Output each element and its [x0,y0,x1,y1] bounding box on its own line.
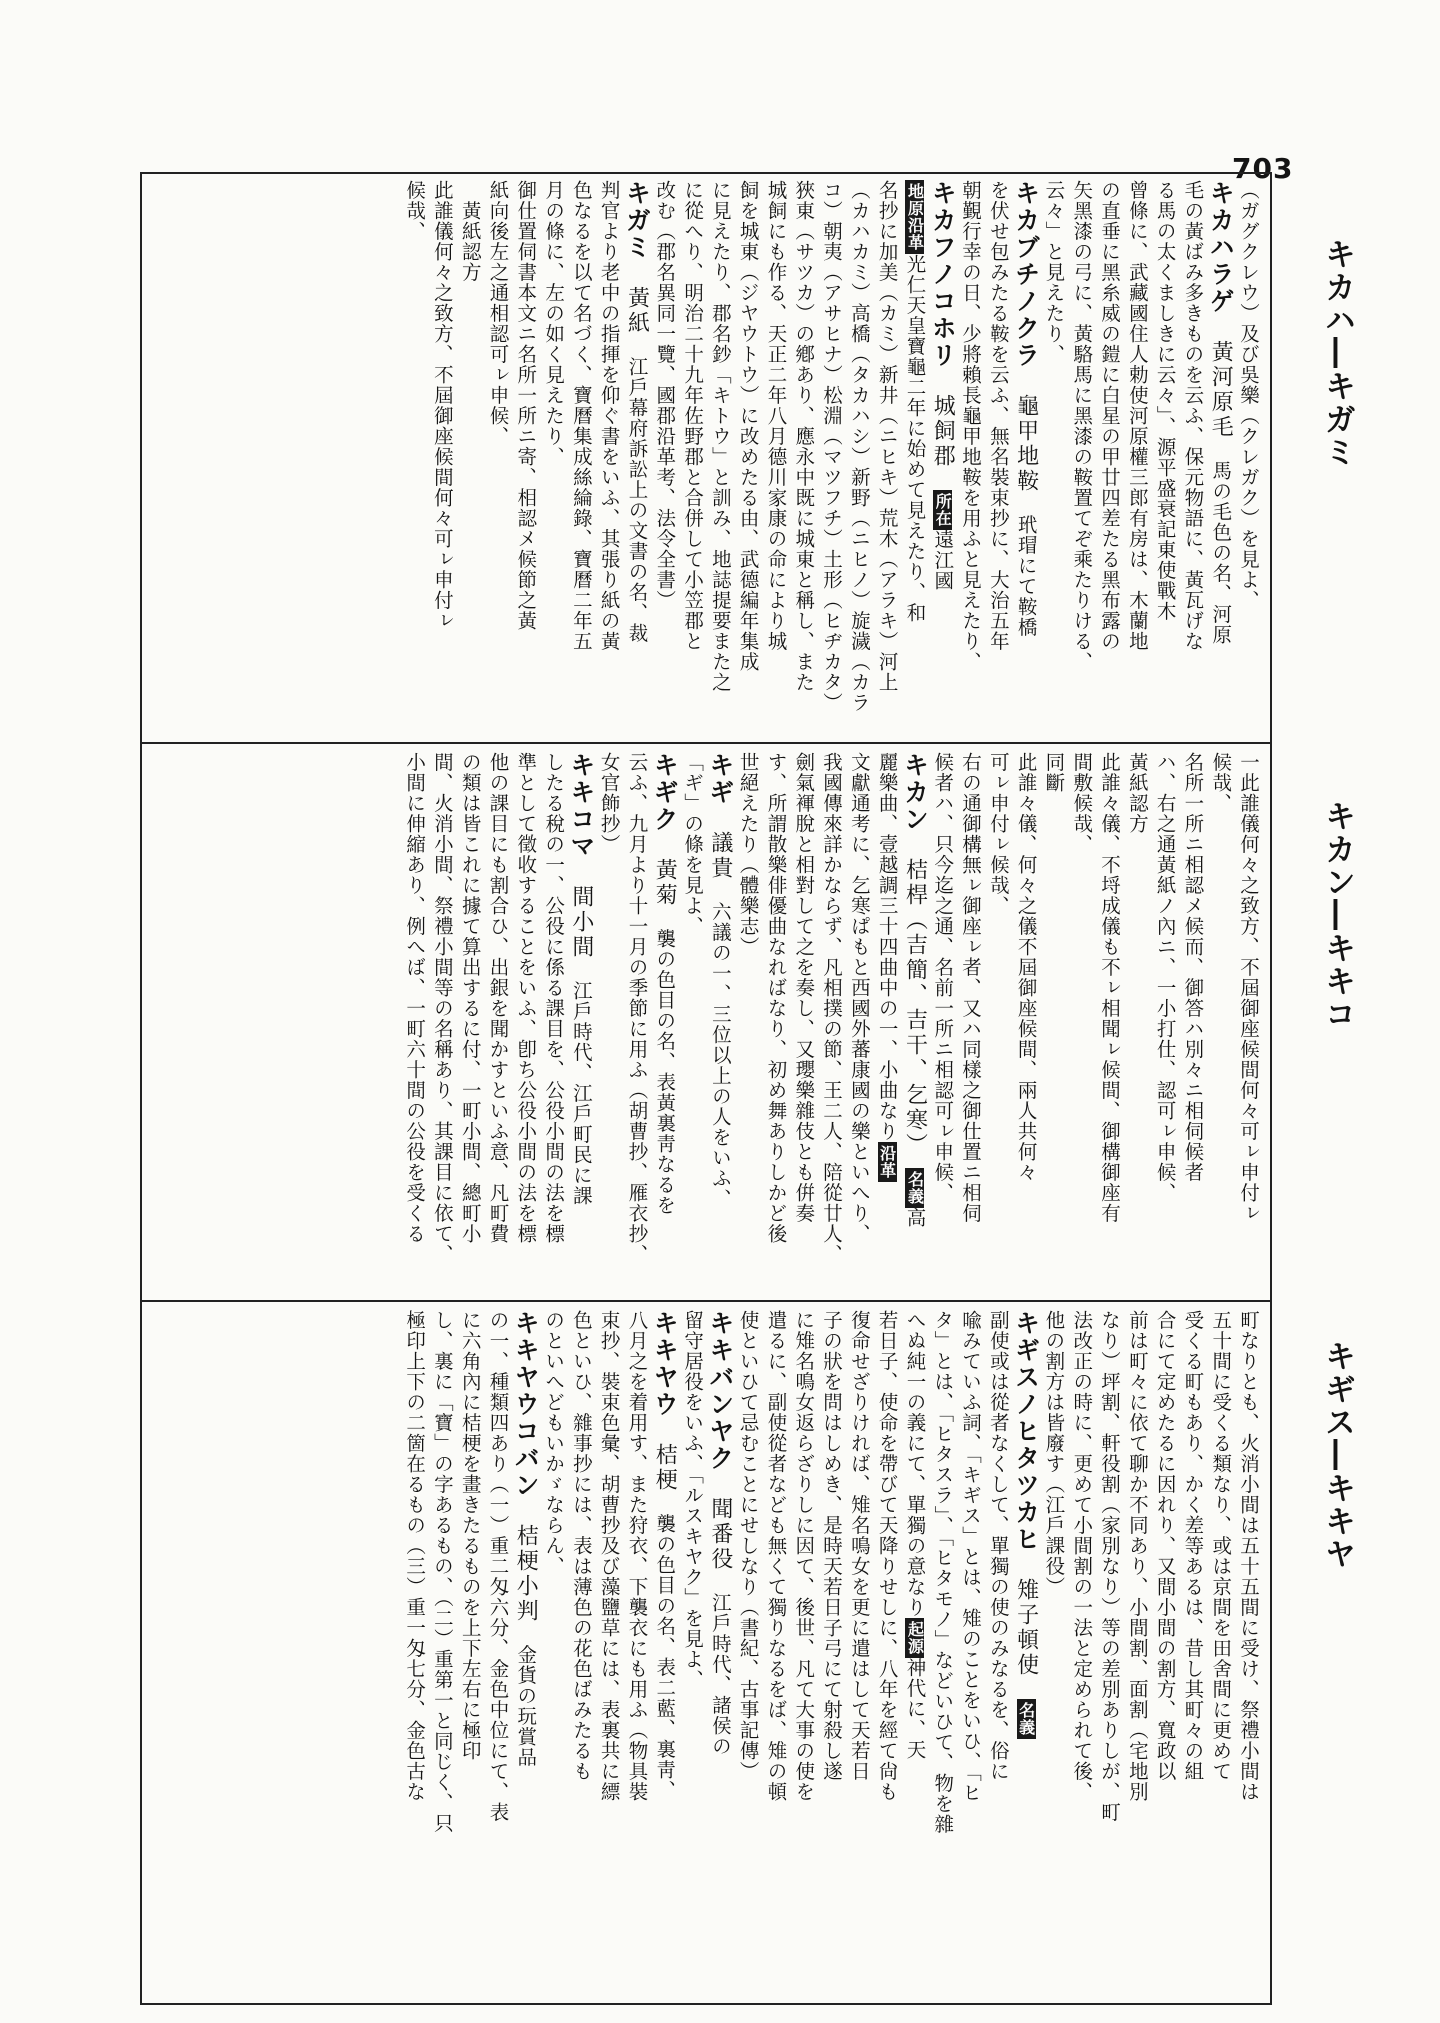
body-text: 名所一所ニ相認メ候而、御答ハ別々ニ相伺候者 [1181,752,1205,1183]
body-text: 他の課目にも割合ひ、出銀を聞かすといふ意、凡町費 [486,752,510,1244]
text-column [400,1310,428,1998]
text-column [1040,180,1068,736]
text-column [1206,180,1234,736]
text-column [623,180,651,736]
section-tag: 起源 [905,1618,924,1658]
text-column [762,752,790,1294]
entry-kanji: 黃紙 [624,261,650,336]
text-column [511,180,539,736]
body-text: る馬の太くましきに云々」、源平盛衰記東使戰木 [1153,180,1177,622]
body-text: 高 [903,1207,927,1228]
body-text: 間、火消小間、祭禮小間等の名稱あり、其課目に依て、 [430,752,454,1265]
entry-heading: キカフノコホリ [928,180,958,369]
text-column [734,752,762,1294]
entry-heading: キキヤウコバン [511,1310,541,1499]
body-text: 使といひて忌むことにせしなり（書紀、古事記傳） [736,1310,760,1782]
text-column [539,1310,567,1998]
text-column [789,1310,817,1998]
text-column [817,1310,845,1998]
body-text: 光仁天皇寶龜二年に始めて見えたり、和 [903,254,927,623]
body-text [1015,1678,1038,1699]
text-column [1179,752,1207,1294]
body-text: 他の割方は皆廢す（江戶課役） [1042,1310,1066,1597]
text-column [623,1310,651,1998]
body-text: の一、種類四あり（一）重二匁六分、金色中位にて、表 [486,1310,510,1823]
body-text: 此誰々儀、何々之儀不屆御座候間、兩人共何々 [1014,752,1038,1183]
entry-kanji: 黃菊 [652,833,678,908]
text-column [956,752,984,1294]
entry-heading: キガミ [622,180,652,261]
body-text: 名抄に加美（カミ）新井（ニヒキ）荒木（アラキ）河上 [875,180,899,693]
body-text: 金貨の玩賞品 [514,1624,538,1768]
body-text: 同斷 [1042,752,1066,793]
body-text: （カハカミ）高橋（タカハシ）新野（ニヒノ）旋濊（カラ [847,180,871,713]
text-column [511,1310,539,1998]
body-text: タ」とは、「ヒタスラ」、「ヒタモノ」などいひて、物を雜 [931,1310,955,1835]
body-text: 馬の毛色の名、河原 [1209,440,1233,645]
text-column [873,1310,901,1998]
text-column [1234,752,1262,1294]
body-text: 判官より老中の指揮を仰ぐ書をいふ、其張り紙の黃 [597,180,621,652]
text-column [1123,1310,1151,1998]
body-text: 狹東（サツカ）の鄕あり、應永中既に城東と稱し、また [792,180,816,693]
text-column [762,1310,790,1998]
text-column [1234,1310,1262,1998]
text-column [1067,1310,1095,1998]
body-text: 小間に伸縮あり、例へば、一町六十間の公役を受くる [403,752,427,1244]
text-column [456,180,484,736]
text-section [150,1310,1262,1998]
body-text: 玳瑁にて鞍橋 [1014,494,1038,638]
body-text: 復命せざりければ、雉名鳴女を更に遣はして天若日 [847,1310,871,1782]
body-text: 間敷候哉、 [1070,752,1094,855]
entry-kanji: 聞番役 [707,1472,733,1572]
body-text: 毛の黃ばみ多きものを云ふ、保元物語に、黃瓦げな [1181,180,1205,652]
body-text: 飼を城東（ジヤウトウ）に改めたる由、武德編年集成 [736,180,760,672]
text-column [456,1310,484,1998]
text-column [567,752,595,1294]
body-text: 月の條に、左の如く見えたり、 [542,180,566,467]
body-text: 受くる町もあり、かく差等あるは、昔し其町々の組 [1181,1310,1205,1782]
entry-kanji: 雉子頓使 [1013,1553,1039,1678]
text-column [928,1310,956,1998]
entry-heading: キカハラゲ [1206,180,1236,315]
body-text: コ）朝夷（アサヒナ）松淵（マツフチ）土形（ヒヂカタ） [820,180,844,713]
running-head-1: キカハ―キガミ [1319,238,1355,469]
page-number: 703 [1232,152,1294,185]
body-text: 江戶時代、諸侯の [708,1572,732,1757]
text-column [817,752,845,1294]
entry-heading: キキバンヤク [705,1310,735,1472]
body-text: 町なりとも、火消小間は五十五間に受け、祭禮小間は [1237,1310,1260,1802]
text-column [706,180,734,736]
text-column [873,180,901,736]
body-text: 八月之を着用す、また狩衣、下襲衣にも用ふ（物具裝 [625,1310,649,1802]
text-column [484,180,512,736]
body-text: 候哉、 [403,180,427,242]
text-column [984,752,1012,1294]
text-column [511,752,539,1294]
text-column [595,752,623,1294]
body-text: 襲の色目の名、表黃裏靑なるを [653,908,677,1216]
text-column [901,752,929,1294]
body-text: 喩みていふ詞、「キギス」とは、雉のことをいひ、「ヒ [959,1310,983,1803]
body-text [931,469,954,490]
text-column [873,752,901,1294]
text-column [1067,752,1095,1294]
text-column [428,180,456,736]
section-divider-1 [140,742,1272,744]
body-text: 副使或は從者なくして、單獨の使のみなるを、俗に [986,1310,1010,1782]
entry-kanji: 黃河原毛 [1208,315,1234,440]
body-text [903,1147,926,1168]
body-text: 文獻通考に、乞寒ぱもと西國外蕃康國の樂といへり、 [847,752,871,1244]
entry-heading: キキヤウ [650,1310,680,1418]
body-text: ハ、右之通黃紙ノ內ニ、一小打仕、認可ㇾ申候、 [1153,752,1177,1203]
body-text: 世絕えたり（體樂志） [736,752,760,957]
body-text: 留守居役をいふ、「ルスキヤク」を見よ、 [681,1310,705,1690]
text-column [539,752,567,1294]
text-column [1179,1310,1207,1998]
text-column [901,180,929,736]
body-text: 我國傳來詳かならず、凡相撲の節、王二人、陪從廿人、 [820,752,844,1265]
text-column [539,180,567,736]
text-column [428,1310,456,1998]
entry-kanji: 桔梗 [652,1418,678,1493]
body-text: 江戶幕府訴訟上の文書の名、裁 [625,336,649,644]
text-column [984,180,1012,736]
body-text: の直垂に黑糸威の鎧に白星の甲廿四差たる黑布露の [1098,180,1122,652]
body-text: 子の狀を問はしめき、是時天若日子弓にて射殺し遂 [820,1310,844,1782]
running-head-2: キカン―キキコ [1319,800,1355,1031]
body-text: に見えたり、郡名鈔「キトウ」と訓み、地誌提要また之 [708,180,732,693]
entry-heading: キカン [900,752,930,833]
body-text: 御仕置伺書本文ニ名所一所ニ寄、相認メ候節之黃 [514,180,538,631]
body-text: す、所謂散樂俳優曲なればなり、初め舞ありしかど後 [764,752,788,1244]
text-column [484,1310,512,1998]
text-column [1123,752,1151,1294]
text-column [1151,1310,1179,1998]
text-column [1040,1310,1068,1998]
body-text: したる稅の一、公役に係る課目を、公役小間の法を標 [542,752,566,1244]
text-column [845,1310,873,1998]
entry-kanji: 桔桿（吉簡、吉干、乞寒） [902,833,928,1147]
body-text: に從へり、明治二十九年佐野郡と合併して小笠郡と [681,180,705,652]
section-tag: 所在 [933,490,952,530]
body-text: 束抄、裝束色彙、胡曹抄及び藻鹽草には、表裏共に縹 [597,1310,621,1802]
body-text: 一此誰儀何々之致方、不屆御座候間何々可ㇾ申付ㇾ [1237,752,1260,1224]
body-text: 可ㇾ申付ㇾ候哉、 [986,752,1010,916]
section-tag: 地原沿革 [905,180,924,254]
text-column [984,1310,1012,1998]
body-text: 城飼にも作る、天正二年八月德川家康の命により城 [764,180,788,652]
body-text: 朝覲行幸の日、少將賴長龜甲地鞍を用ふと見えたり、 [959,180,983,672]
body-text: 神代に、天 [903,1657,927,1760]
body-text: 江戶時代、江戶町民に課 [569,960,593,1206]
section-tag: 名義 [905,1168,924,1208]
text-column [1012,752,1040,1294]
body-text: 黃紙認方 [1125,752,1149,834]
text-column [1012,180,1040,736]
body-text: 五十間に受くる類なり、或は京間を田舍間に更めて [1209,1310,1233,1782]
running-head-3: キギス―キキヤ [1319,1340,1355,1571]
text-column [595,1310,623,1998]
text-column [789,180,817,736]
text-column [567,1310,595,1998]
text-column [1234,180,1262,736]
text-column [845,180,873,736]
text-column [1151,180,1179,736]
text-column [706,752,734,1294]
text-column [567,180,595,736]
body-text: 此誰儀何々之致方、不屆御座候間何々可ㇾ申付ㇾ [430,180,454,631]
body-text: 極印上下の二箇在るもの（三）重一匁七分、金色古な [403,1310,427,1802]
body-text: 右の通御構無ㇾ御座ㇾ者、又ハ同樣之御仕置ニ相伺 [959,752,983,1224]
text-column [1206,1310,1234,1998]
section-divider-2 [140,1300,1272,1302]
entry-kanji: 議貴 [707,806,733,881]
body-text: 女官飾抄） [597,752,621,855]
body-text: 候哉、 [1209,752,1233,814]
body-text: の類は皆これに據て算出するに付、一町小間、總町小 [458,752,482,1244]
body-text: 云ふ、九月より十一月の季節に用ふ（胡曹抄、雁衣抄、 [625,752,649,1265]
text-column [678,1310,706,1998]
body-text: のといへどもいかゞならん、 [542,1310,566,1577]
body-text: 色なるを以て名づく、寶曆集成絲綸錄、寶曆二年五 [569,180,593,652]
entry-heading: キギ [705,752,735,806]
text-column [1206,752,1234,1294]
body-text: なり）坪割、軒役割（家別なり）等の差別ありしが、町 [1098,1310,1122,1823]
text-column [1095,180,1123,736]
body-text: を伏せ包みたる鞍を云ふ、無名裝束抄に、大治五年 [986,180,1010,652]
text-column [650,180,678,736]
text-column [456,752,484,1294]
body-text: 合にて定めたるに因れり、又間小間の割方、寬政以 [1153,1310,1177,1782]
body-text: 候者ハ、只今迄之通、名前一所ニ相認可ㇾ申候、 [931,752,955,1203]
text-column [789,752,817,1294]
text-column [400,752,428,1294]
section-tag: 沿革 [878,1142,897,1182]
entry-kanji: 桔梗小判 [513,1499,539,1624]
body-text: 紙向後左之通相認可ㇾ申候、 [486,180,510,447]
text-section [150,180,1262,736]
body-text: （ガグクレウ）及び吳樂（クレガク）を見よ、 [1237,180,1260,611]
text-column [1123,180,1151,736]
body-text: 曾條に、武藏國住人勅使河原權三郎有房は、木蘭地 [1125,180,1149,652]
entry-kanji: 龜甲地鞍 [1013,369,1039,494]
body-text: 遠江國 [931,529,955,591]
text-section [150,752,1262,1294]
body-text: 若日子、使命を帶びて天降りせしに、八年を經て尙も [875,1310,899,1802]
body-text: 六議の一、三位以上の人をいふ、 [708,881,732,1209]
text-column [928,180,956,736]
body-text: し、裏に「寶」の字あるもの、（二）重第一と同じく、只 [430,1310,454,1834]
entry-kanji: 間小間 [568,860,594,960]
body-text: 襲の色目の名、表二藍、裏靑、 [653,1493,677,1801]
body-text: 法改正の時に、更めて小間割の一法と定められて後、 [1070,1310,1094,1802]
body-text: に雉名鳴女返らざりしに因て、後世、凡て大事の使を [792,1310,816,1802]
text-column [845,752,873,1294]
text-column [1151,752,1179,1294]
text-column [650,752,678,1294]
body-text: 色といひ、雜事抄には、表は薄色の花色ばみたるも [569,1310,593,1782]
text-column [762,180,790,736]
text-column [1095,752,1123,1294]
text-column [1067,180,1095,736]
text-column [484,752,512,1294]
text-column [1179,180,1207,736]
text-column [706,1310,734,1998]
entry-heading: キカブチノクラ [1011,180,1041,369]
entry-heading: キギク [650,752,680,833]
entry-heading: キキコマ [566,752,596,860]
body-text: 改む（郡名異同一覽、國郡沿革考、法令全書） [653,180,677,611]
body-text: 劍氣褌脫と相對して之を奏し、又瓔樂雜伎とも倂奏 [792,752,816,1224]
entry-kanji: 城飼郡 [930,369,956,469]
body-text: 前は町々に依て聊か不同あり、小間割、面割（宅地別 [1125,1310,1149,1802]
text-column [428,752,456,1294]
body-text: 準として徵收することをいふ、卽ち公役小間の法を標 [514,752,538,1244]
body-text: 此誰々儀、不埒成儀も不ㇾ相聞ㇾ候間、御構御座有 [1098,752,1122,1224]
text-column [595,180,623,736]
text-column [1012,1310,1040,1998]
text-column [1095,1310,1123,1998]
text-column [734,180,762,736]
text-column [678,752,706,1294]
body-text: 麗樂曲、壹越調三十四曲中の一、小曲なり [875,752,899,1142]
text-column [817,180,845,736]
entry-heading: キギスノヒタツカヒ [1011,1310,1041,1553]
text-column [901,1310,929,1998]
text-column [956,1310,984,1998]
text-column [1040,752,1068,1294]
text-column [623,752,651,1294]
section-tag: 名義 [1017,1699,1036,1739]
body-text: に六角內に桔梗を畫きたるものを上下左右に極印 [458,1310,482,1761]
body-text: へぬ純一の義にて、單獨の意なり [903,1310,927,1618]
text-column [734,1310,762,1998]
text-column [400,180,428,736]
text-column [956,180,984,736]
text-column [928,752,956,1294]
body-text: 遣るに、副使從者なども無くて獨りなるをば、雉の頓 [764,1310,788,1802]
body-text: 黃紙認方 [458,180,482,283]
text-column [650,1310,678,1998]
text-column [678,180,706,736]
body-text: 「ギ」の條を見よ、 [681,752,705,937]
body-text: 云々」と見えたり、 [1042,180,1066,365]
body-text: 矢黑漆の弓に、黃駱馬に黑漆の鞍置てぞ乘たりける、 [1070,180,1094,672]
